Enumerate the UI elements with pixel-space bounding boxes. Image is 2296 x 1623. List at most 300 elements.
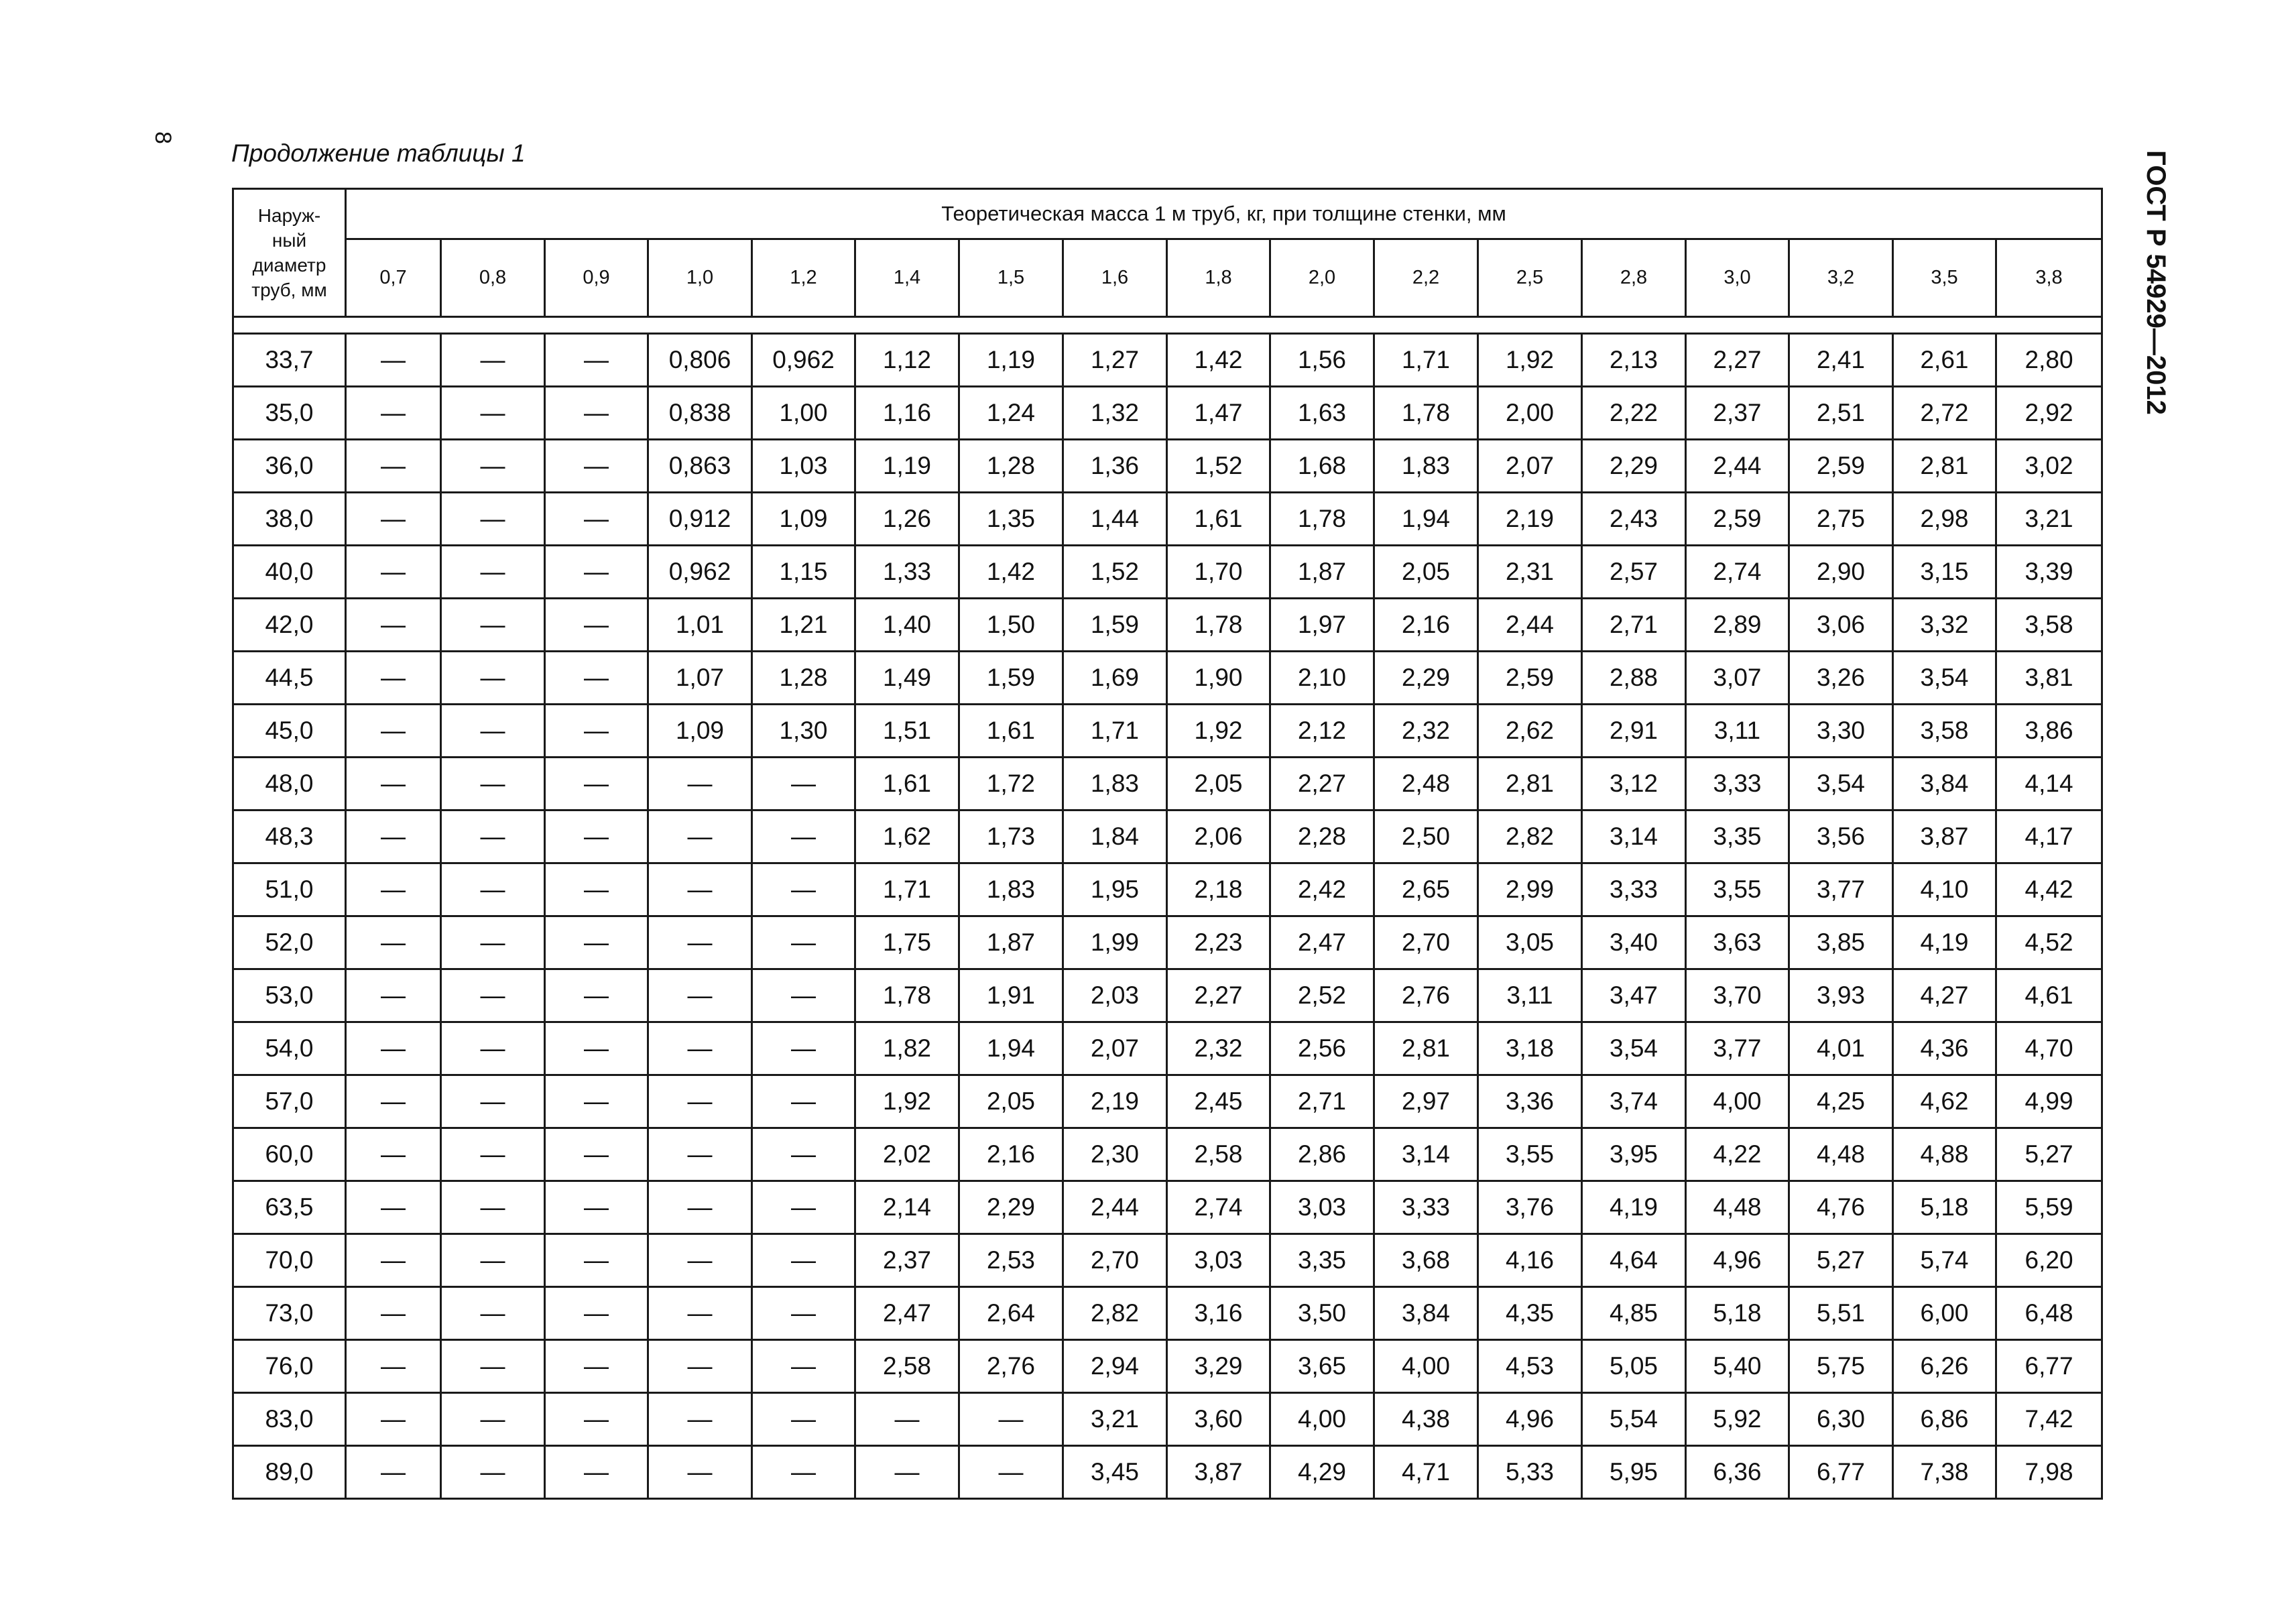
diameter-cell: 76,0 (233, 1340, 346, 1393)
mass-cell: 1,97 (1270, 599, 1374, 652)
mass-cell: — (346, 863, 441, 916)
mass-cell: 2,47 (1270, 916, 1374, 969)
table-row (233, 863, 2102, 916)
mass-cell: — (959, 1393, 1063, 1446)
mass-cell: 4,96 (1686, 1234, 1789, 1287)
diameter-cell: 36,0 (233, 440, 346, 493)
mass-cell: 1,00 (752, 387, 855, 440)
thickness-header: 0,7 (346, 239, 441, 317)
mass-cell: — (648, 863, 752, 916)
table-row (233, 493, 2102, 546)
mass-cell: 6,36 (1686, 1446, 1789, 1499)
mass-cell: 2,72 (1893, 387, 1996, 440)
thickness-header: 1,5 (959, 239, 1063, 317)
mass-cell: 2,89 (1686, 599, 1789, 652)
mass-cell: 3,35 (1686, 810, 1789, 863)
mass-cell: — (346, 1128, 441, 1181)
mass-cell: 2,18 (1167, 863, 1270, 916)
mass-cell: — (752, 1446, 855, 1499)
diameter-cell: 57,0 (233, 1075, 346, 1128)
mass-cell: — (441, 969, 545, 1022)
mass-cell: — (545, 863, 648, 916)
mass-cell: 2,98 (1893, 493, 1996, 546)
mass-cell: — (441, 1128, 545, 1181)
standard-id-text: ГОСТ Р 54929—2012 (2140, 149, 2171, 415)
mass-cell: 4,61 (1996, 969, 2102, 1022)
mass-cell: 2,75 (1789, 493, 1893, 546)
table-row (233, 1234, 2102, 1287)
mass-cell: 0,838 (648, 387, 752, 440)
mass-cell: 1,61 (1167, 493, 1270, 546)
mass-cell: 1,28 (959, 440, 1063, 493)
mass-cell: 2,53 (959, 1234, 1063, 1287)
table-row (233, 1022, 2102, 1075)
mass-cell: 1,47 (1167, 387, 1270, 440)
mass-cell: 5,18 (1893, 1181, 1996, 1234)
mass-cell: 4,01 (1789, 1022, 1893, 1075)
mass-cell: 6,77 (1996, 1340, 2102, 1393)
mass-cell: 2,58 (855, 1340, 959, 1393)
thickness-header-row (233, 239, 2102, 317)
mass-cell: — (346, 1393, 441, 1446)
mass-cell: — (441, 1393, 545, 1446)
mass-cell: 1,78 (1167, 599, 1270, 652)
mass-cell: 3,55 (1686, 863, 1789, 916)
table-row (233, 1393, 2102, 1446)
mass-cell: 1,44 (1063, 493, 1167, 546)
mass-cell: 2,81 (1374, 1022, 1478, 1075)
mass-cell: 3,16 (1167, 1287, 1270, 1340)
mass-cell: 1,92 (1478, 334, 1582, 387)
thickness-header: 1,8 (1167, 239, 1270, 317)
mass-cell: — (648, 1181, 752, 1234)
mass-cell: 1,19 (855, 440, 959, 493)
mass-cell: 4,48 (1686, 1181, 1789, 1234)
mass-cell: — (346, 1340, 441, 1393)
mass-cell: 3,36 (1478, 1075, 1582, 1128)
mass-cell: 5,59 (1996, 1181, 2102, 1234)
mass-cell: 2,19 (1063, 1075, 1167, 1128)
mass-cell: 6,20 (1996, 1234, 2102, 1287)
table-row (233, 1075, 2102, 1128)
mass-cell: — (855, 1393, 959, 1446)
mass-cell: 3,05 (1478, 916, 1582, 969)
mass-cell: 4,29 (1270, 1446, 1374, 1499)
mass-cell: — (441, 546, 545, 599)
mass-cell: 1,09 (648, 705, 752, 758)
mass-cell: 1,56 (1270, 334, 1374, 387)
page-number: 8 (150, 131, 176, 144)
mass-cell: 1,59 (1063, 599, 1167, 652)
thickness-header: 3,8 (1996, 239, 2102, 317)
mass-cell: — (545, 546, 648, 599)
mass-cell: — (648, 1075, 752, 1128)
mass-cell: 1,36 (1063, 440, 1167, 493)
mass-cell: 1,35 (959, 493, 1063, 546)
mass-cell: 2,27 (1167, 969, 1270, 1022)
mass-cell: — (545, 1128, 648, 1181)
mass-cell: — (752, 1234, 855, 1287)
thickness-header: 2,2 (1374, 239, 1478, 317)
mass-cell: 3,54 (1893, 652, 1996, 705)
mass-cell: 2,82 (1063, 1287, 1167, 1340)
mass-cell: 1,59 (959, 652, 1063, 705)
mass-cell: 1,94 (1374, 493, 1478, 546)
diameter-header-line: Наруж- (257, 205, 321, 226)
thickness-header: 1,4 (855, 239, 959, 317)
mass-cell: 2,05 (959, 1075, 1063, 1128)
mass-cell: 7,98 (1996, 1446, 2102, 1499)
mass-cell: 0,962 (752, 334, 855, 387)
diameter-cell: 51,0 (233, 863, 346, 916)
table-caption: Продолжение таблицы 1 (231, 139, 526, 167)
diameter-cell: 83,0 (233, 1393, 346, 1446)
mass-cell: 4,17 (1996, 810, 2102, 863)
mass-cell: 2,58 (1167, 1128, 1270, 1181)
mass-cell: — (752, 1393, 855, 1446)
mass-cell: — (346, 1181, 441, 1234)
mass-cell: 2,76 (959, 1340, 1063, 1393)
mass-cell: 1,19 (959, 334, 1063, 387)
mass-cell: 2,51 (1789, 387, 1893, 440)
thickness-header: 1,2 (752, 239, 855, 317)
mass-cell: — (545, 1181, 648, 1234)
mass-cell: 5,18 (1686, 1287, 1789, 1340)
mass-cell: — (959, 1446, 1063, 1499)
mass-cell: — (346, 440, 441, 493)
mass-cell: 4,36 (1893, 1022, 1996, 1075)
mass-cell: — (545, 599, 648, 652)
mass-cell: — (648, 916, 752, 969)
mass-cell: 5,54 (1582, 1393, 1686, 1446)
mass-cell: 1,87 (959, 916, 1063, 969)
mass-cell: — (346, 1446, 441, 1499)
mass-cell: 1,83 (1063, 758, 1167, 810)
mass-cell: 3,21 (1063, 1393, 1167, 1446)
mass-cell: 3,30 (1789, 705, 1893, 758)
mass-cell: — (648, 758, 752, 810)
mass-cell: 2,90 (1789, 546, 1893, 599)
spacer-cell (233, 317, 2102, 334)
mass-cell: — (752, 758, 855, 810)
thickness-header: 3,0 (1686, 239, 1789, 317)
diameter-cell: 48,3 (233, 810, 346, 863)
mass-cell: 2,02 (855, 1128, 959, 1181)
mass-cell: 1,27 (1063, 334, 1167, 387)
table-row (233, 916, 2102, 969)
mass-cell: 3,68 (1374, 1234, 1478, 1287)
mass-cell: — (441, 387, 545, 440)
mass-group-header: Теоретическая масса 1 м труб, кг, при толщине стенки, мм (346, 189, 2102, 239)
mass-cell: 1,32 (1063, 387, 1167, 440)
mass-cell: 1,78 (1374, 387, 1478, 440)
mass-cell: — (441, 1340, 545, 1393)
mass-cell: 3,84 (1893, 758, 1996, 810)
mass-cell: 6,30 (1789, 1393, 1893, 1446)
mass-cell: 3,93 (1789, 969, 1893, 1022)
diameter-cell: 45,0 (233, 705, 346, 758)
mass-cell: 3,32 (1893, 599, 1996, 652)
mass-cell: — (346, 387, 441, 440)
mass-cell: 1,68 (1270, 440, 1374, 493)
mass-cell: 6,48 (1996, 1287, 2102, 1340)
mass-cell: 2,64 (959, 1287, 1063, 1340)
mass-cell: — (441, 493, 545, 546)
mass-cell: 0,806 (648, 334, 752, 387)
mass-cell: 3,77 (1686, 1022, 1789, 1075)
mass-cell: — (441, 599, 545, 652)
mass-cell: 2,32 (1374, 705, 1478, 758)
mass-cell: 4,35 (1478, 1287, 1582, 1340)
mass-cell: 1,84 (1063, 810, 1167, 863)
mass-cell: — (648, 810, 752, 863)
mass-cell: — (441, 863, 545, 916)
mass-cell: 2,07 (1478, 440, 1582, 493)
mass-cell: — (441, 810, 545, 863)
mass-cell: 2,91 (1582, 705, 1686, 758)
mass-cell: 3,40 (1582, 916, 1686, 969)
mass-cell: 3,65 (1270, 1340, 1374, 1393)
mass-cell: 1,83 (1374, 440, 1478, 493)
mass-cell: 2,13 (1582, 334, 1686, 387)
mass-cell: — (346, 758, 441, 810)
mass-cell: 3,58 (1996, 599, 2102, 652)
mass-cell: 7,38 (1893, 1446, 1996, 1499)
mass-cell: — (752, 1181, 855, 1234)
mass-cell: 4,70 (1996, 1022, 2102, 1075)
mass-cell: 1,09 (752, 493, 855, 546)
thickness-header: 2,8 (1582, 239, 1686, 317)
mass-cell: 2,37 (1686, 387, 1789, 440)
mass-cell: 1,30 (752, 705, 855, 758)
mass-cell: 2,74 (1167, 1181, 1270, 1234)
mass-cell: 3,45 (1063, 1446, 1167, 1499)
mass-cell: 2,61 (1893, 334, 1996, 387)
mass-cell: — (346, 1075, 441, 1128)
mass-cell: 3,76 (1478, 1181, 1582, 1234)
mass-cell: 4,14 (1996, 758, 2102, 810)
mass-cell: 2,41 (1789, 334, 1893, 387)
table-row (233, 705, 2102, 758)
diameter-cell: 40,0 (233, 546, 346, 599)
mass-cell: 1,72 (959, 758, 1063, 810)
mass-cell: 3,74 (1582, 1075, 1686, 1128)
mass-cell: — (441, 1075, 545, 1128)
mass-cell: 2,50 (1374, 810, 1478, 863)
mass-cell: 2,05 (1374, 546, 1478, 599)
mass-cell: 3,85 (1789, 916, 1893, 969)
mass-cell: 1,70 (1167, 546, 1270, 599)
mass-cell: 3,18 (1478, 1022, 1582, 1075)
mass-cell: — (648, 1128, 752, 1181)
mass-cell: — (545, 810, 648, 863)
mass-cell: 1,42 (959, 546, 1063, 599)
mass-cell: 4,16 (1478, 1234, 1582, 1287)
mass-cell: 2,29 (1374, 652, 1478, 705)
mass-cell: 2,06 (1167, 810, 1270, 863)
mass-cell: — (441, 334, 545, 387)
mass-cell: 1,95 (1063, 863, 1167, 916)
mass-cell: 1,61 (855, 758, 959, 810)
mass-cell: — (648, 1393, 752, 1446)
mass-cell: — (346, 546, 441, 599)
mass-cell: 1,78 (855, 969, 959, 1022)
mass-cell: 4,42 (1996, 863, 2102, 916)
mass-cell: 3,33 (1582, 863, 1686, 916)
mass-cell: 4,25 (1789, 1075, 1893, 1128)
mass-cell: 1,15 (752, 546, 855, 599)
table-row (233, 810, 2102, 863)
mass-cell: — (648, 1340, 752, 1393)
mass-cell: — (752, 1128, 855, 1181)
mass-cell: 4,19 (1582, 1181, 1686, 1234)
mass-cell: 1,75 (855, 916, 959, 969)
mass-cell: — (545, 1287, 648, 1340)
mass-cell: 2,59 (1789, 440, 1893, 493)
mass-cell: 2,81 (1893, 440, 1996, 493)
mass-cell: 4,85 (1582, 1287, 1686, 1340)
mass-cell: 2,05 (1167, 758, 1270, 810)
table-row (233, 334, 2102, 387)
mass-cell: 2,29 (959, 1181, 1063, 1234)
diameter-header (233, 189, 346, 317)
mass-cell: 2,30 (1063, 1128, 1167, 1181)
mass-cell: — (545, 387, 648, 440)
mass-cell: 3,33 (1686, 758, 1789, 810)
diameter-header-line: труб, мм (251, 280, 327, 300)
mass-cell: 2,29 (1582, 440, 1686, 493)
thickness-header: 3,2 (1789, 239, 1893, 317)
mass-cell: 2,31 (1478, 546, 1582, 599)
mass-cell: 1,03 (752, 440, 855, 493)
mass-cell: — (346, 599, 441, 652)
mass-cell: — (545, 1075, 648, 1128)
mass-cell: 1,92 (1167, 705, 1270, 758)
mass-cell: 2,45 (1167, 1075, 1270, 1128)
mass-cell: 3,87 (1893, 810, 1996, 863)
mass-cell: 1,01 (648, 599, 752, 652)
mass-cell: — (545, 758, 648, 810)
mass-cell: — (752, 1340, 855, 1393)
mass-cell: 3,03 (1270, 1181, 1374, 1234)
mass-cell: 2,44 (1478, 599, 1582, 652)
table-body (233, 317, 2102, 1499)
mass-cell: 2,57 (1582, 546, 1686, 599)
mass-cell: 3,63 (1686, 916, 1789, 969)
mass-cell: 4,48 (1789, 1128, 1893, 1181)
mass-cell: — (346, 334, 441, 387)
mass-cell: 4,00 (1374, 1340, 1478, 1393)
mass-cell: 2,14 (855, 1181, 959, 1234)
mass-cell: 0,863 (648, 440, 752, 493)
mass-cell: — (752, 1075, 855, 1128)
mass-cell: — (545, 440, 648, 493)
mass-cell: 3,35 (1270, 1234, 1374, 1287)
mass-cell: 3,55 (1478, 1128, 1582, 1181)
table-row (233, 1181, 2102, 1234)
mass-cell: 7,42 (1996, 1393, 2102, 1446)
thickness-header: 0,8 (441, 239, 545, 317)
mass-cell: 3,33 (1374, 1181, 1478, 1234)
mass-cell: — (648, 969, 752, 1022)
mass-cell: 4,27 (1893, 969, 1996, 1022)
mass-cell: 3,29 (1167, 1340, 1270, 1393)
mass-cell: — (648, 1234, 752, 1287)
mass-cell: 1,71 (1063, 705, 1167, 758)
mass-cell: 0,912 (648, 493, 752, 546)
mass-cell: 3,11 (1478, 969, 1582, 1022)
mass-cell: — (346, 1022, 441, 1075)
mass-cell: 3,81 (1996, 652, 2102, 705)
mass-cell: — (346, 652, 441, 705)
mass-cell: — (545, 1446, 648, 1499)
mass-cell: 1,82 (855, 1022, 959, 1075)
mass-cell: — (648, 1446, 752, 1499)
mass-cell: 1,94 (959, 1022, 1063, 1075)
mass-cell: 3,21 (1996, 493, 2102, 546)
mass-cell: — (545, 1022, 648, 1075)
mass-cell: — (545, 705, 648, 758)
mass-cell: 2,59 (1686, 493, 1789, 546)
mass-cell: 2,80 (1996, 334, 2102, 387)
mass-cell: 2,00 (1478, 387, 1582, 440)
mass-cell: 3,26 (1789, 652, 1893, 705)
mass-cell: 2,44 (1063, 1181, 1167, 1234)
mass-cell: 4,10 (1893, 863, 1996, 916)
mass-cell: 2,62 (1478, 705, 1582, 758)
mass-cell: 5,40 (1686, 1340, 1789, 1393)
mass-cell: 5,92 (1686, 1393, 1789, 1446)
diameter-cell: 53,0 (233, 969, 346, 1022)
diameter-cell: 89,0 (233, 1446, 346, 1499)
mass-cell: 2,56 (1270, 1022, 1374, 1075)
table-row (233, 652, 2102, 705)
table-row (233, 440, 2102, 493)
mass-cell: — (441, 1287, 545, 1340)
mass-cell: — (441, 758, 545, 810)
mass-cell: 3,11 (1686, 705, 1789, 758)
table-row (233, 546, 2102, 599)
mass-cell: — (545, 969, 648, 1022)
mass-cell: 1,50 (959, 599, 1063, 652)
table-row (233, 1340, 2102, 1393)
mass-cell: 2,12 (1270, 705, 1374, 758)
mass-cell: — (855, 1446, 959, 1499)
mass-cell: 2,65 (1374, 863, 1478, 916)
mass-cell: 4,64 (1582, 1234, 1686, 1287)
mass-cell: 2,43 (1582, 493, 1686, 546)
mass-cell: — (346, 1287, 441, 1340)
mass-cell: 2,32 (1167, 1022, 1270, 1075)
mass-cell: 2,10 (1270, 652, 1374, 705)
mass-cell: — (441, 916, 545, 969)
thickness-header: 1,0 (648, 239, 752, 317)
mass-cell: 4,00 (1270, 1393, 1374, 1446)
mass-cell: 2,19 (1478, 493, 1582, 546)
mass-cell: 4,76 (1789, 1181, 1893, 1234)
mass-cell: — (545, 334, 648, 387)
mass-cell: 1,51 (855, 705, 959, 758)
mass-cell: 3,87 (1167, 1446, 1270, 1499)
mass-cell: 4,38 (1374, 1393, 1478, 1446)
mass-cell: 0,962 (648, 546, 752, 599)
mass-cell: 1,24 (959, 387, 1063, 440)
mass-cell: 3,54 (1582, 1022, 1686, 1075)
diameter-cell: 63,5 (233, 1181, 346, 1234)
mass-cell: 2,86 (1270, 1128, 1374, 1181)
mass-cell: — (346, 810, 441, 863)
mass-cell: 2,47 (855, 1287, 959, 1340)
